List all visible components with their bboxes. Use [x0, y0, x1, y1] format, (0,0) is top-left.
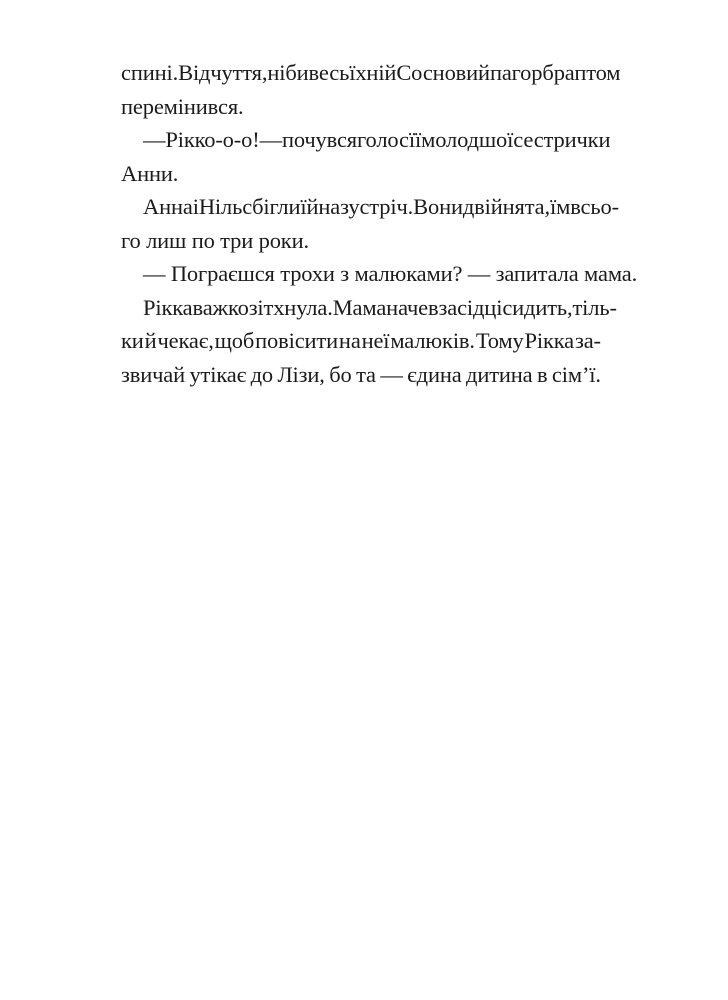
- word: їй: [300, 194, 319, 219]
- word: до: [250, 361, 273, 387]
- word: сидить,: [502, 294, 573, 320]
- word: та: [356, 361, 376, 387]
- text-line: [121, 324, 601, 358]
- word: в: [428, 294, 439, 320]
- word: голос: [357, 127, 409, 152]
- text-line: [121, 190, 619, 224]
- word: й: [144, 328, 157, 353]
- word: Рікка: [143, 294, 193, 320]
- word: їм: [549, 194, 571, 219]
- word: чекає,: [157, 328, 214, 353]
- word: наче: [386, 294, 429, 320]
- word: ніби: [267, 60, 309, 85]
- word: Вони: [413, 194, 463, 219]
- word: звичай: [121, 361, 185, 387]
- word: утікає: [189, 361, 247, 387]
- word: на: [338, 328, 361, 353]
- text-line: [121, 157, 601, 191]
- word: в: [536, 361, 548, 387]
- word: засідці: [438, 294, 503, 320]
- word: бігли: [252, 194, 301, 219]
- word: почувся: [281, 127, 357, 152]
- text-line-content: — Пограєшся трохи з малюками? — запитала мама.: [143, 261, 638, 286]
- word: Нільс: [198, 194, 253, 219]
- word: пагорб: [489, 60, 554, 85]
- text-line: [121, 90, 601, 124]
- word: —: [259, 127, 282, 152]
- word: всьо-: [570, 194, 619, 219]
- word: Мама: [332, 294, 387, 320]
- word: Лізи,: [277, 361, 325, 387]
- word: Сосновий: [396, 60, 490, 85]
- word: ки: [121, 328, 144, 353]
- text-line: [121, 358, 601, 392]
- word: повісити: [255, 328, 338, 353]
- word: важко: [192, 294, 249, 320]
- word: дитина: [466, 361, 533, 387]
- word: сестрички: [513, 127, 611, 152]
- word: бо: [329, 361, 352, 387]
- word: Анна: [143, 194, 193, 219]
- word: і: [192, 194, 199, 219]
- word: Тому: [475, 328, 524, 353]
- word: спині.: [121, 60, 179, 85]
- text-line: [121, 56, 621, 90]
- word: весь: [308, 60, 350, 85]
- text-line: [121, 291, 617, 325]
- word: двійнята,: [462, 194, 550, 219]
- text-line: [121, 257, 638, 291]
- word: неї: [361, 328, 390, 353]
- word: —: [380, 361, 403, 387]
- word: єдина: [407, 361, 462, 387]
- word: їхній: [349, 60, 397, 85]
- word: Рікко-о-о!: [165, 127, 260, 152]
- word: щоб: [214, 328, 255, 353]
- word: тіль-: [572, 294, 617, 320]
- word: сім’ї.: [551, 361, 601, 387]
- body-text: [121, 56, 638, 391]
- text-line-content: Анни.: [121, 160, 179, 186]
- text-line: [121, 224, 601, 258]
- word: раптом: [553, 60, 621, 85]
- word: Відчуття,: [178, 60, 268, 85]
- word: Рікка: [524, 328, 575, 353]
- word: за-: [574, 328, 601, 353]
- word: зітхнула.: [248, 294, 333, 320]
- word: назустріч.: [318, 194, 414, 219]
- text-line-content: перемінився.: [121, 93, 244, 119]
- text-line-content: го лиш по три роки.: [121, 227, 309, 253]
- word: молодшої: [421, 127, 514, 152]
- word: її: [408, 127, 422, 152]
- word: —: [143, 127, 166, 152]
- text-line: [121, 123, 611, 157]
- word: малюків.: [390, 328, 475, 353]
